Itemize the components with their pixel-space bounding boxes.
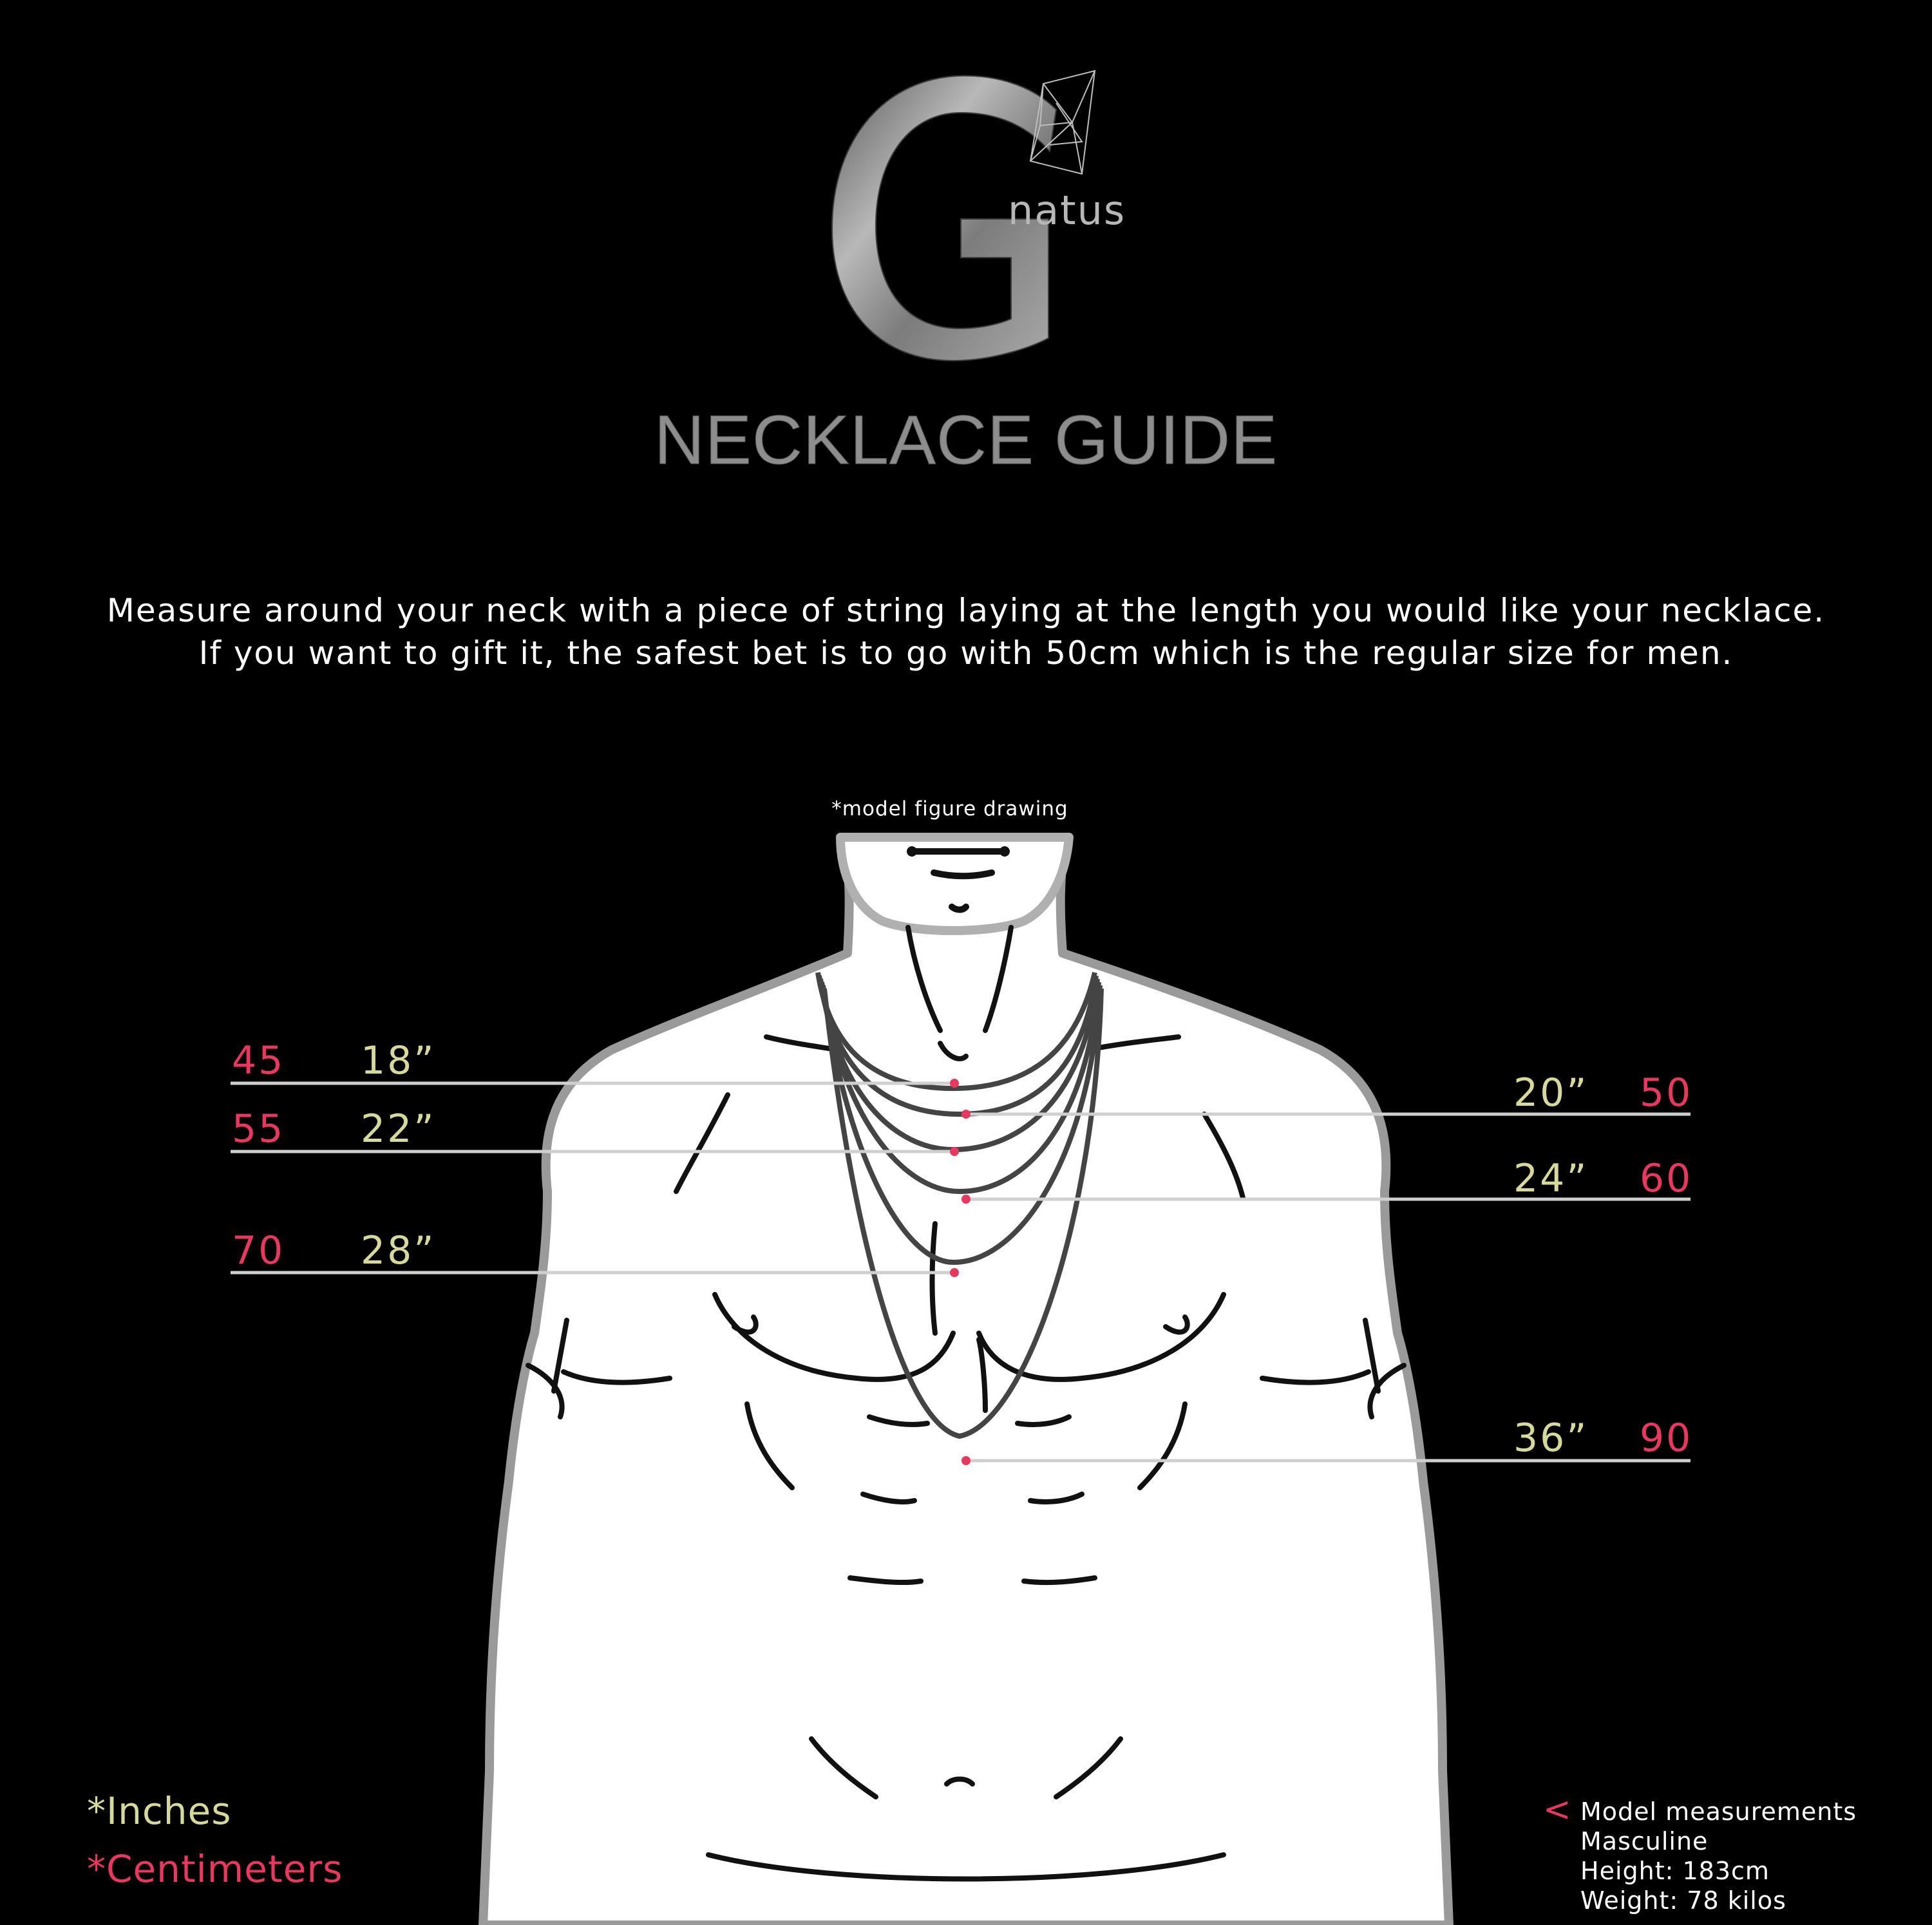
measurement-cm-60: 60 bbox=[1640, 1156, 1693, 1201]
chevron-left-icon: < bbox=[1543, 1790, 1571, 1829]
measurement-inches-28: 28” bbox=[361, 1228, 436, 1273]
measurement-inches-36: 36” bbox=[1513, 1416, 1589, 1461]
brand-wordmark: natus bbox=[1008, 187, 1126, 234]
page-title: NECKLACE GUIDE bbox=[654, 401, 1278, 479]
intro-line-1: Measure around your neck with a piece of string laying at the length you would like your necklace. bbox=[106, 592, 1826, 629]
measurement-cm-90: 90 bbox=[1640, 1416, 1693, 1461]
measurement-inches-18: 18” bbox=[361, 1038, 436, 1083]
model-measurements bbox=[1580, 1797, 1857, 1915]
figure-caption: *model figure drawing bbox=[831, 797, 1068, 820]
measurement-cm-50: 50 bbox=[1640, 1070, 1693, 1115]
measurement-inches-22: 22” bbox=[361, 1106, 436, 1152]
measurement-cm-70: 70 bbox=[232, 1228, 285, 1273]
model-height: Height: 183cm bbox=[1580, 1857, 1770, 1885]
measurement-inches-20: 20” bbox=[1513, 1070, 1589, 1115]
measurement-inches-24: 24” bbox=[1513, 1156, 1589, 1201]
measurement-cm-55: 55 bbox=[232, 1106, 285, 1152]
intro-line-2: If you want to gift it, the safest bet is to go with 50cm which is the regular size for men. bbox=[198, 634, 1734, 672]
measurement-cm-45: 45 bbox=[232, 1038, 285, 1083]
model-heading: Model measurements bbox=[1580, 1797, 1857, 1826]
legend-centimeters: *Centimeters bbox=[87, 1847, 343, 1891]
model-gender: Masculine bbox=[1580, 1827, 1709, 1855]
model-weight: Weight: 78 kilos bbox=[1580, 1886, 1786, 1915]
legend-inches: *Inches bbox=[87, 1789, 232, 1833]
